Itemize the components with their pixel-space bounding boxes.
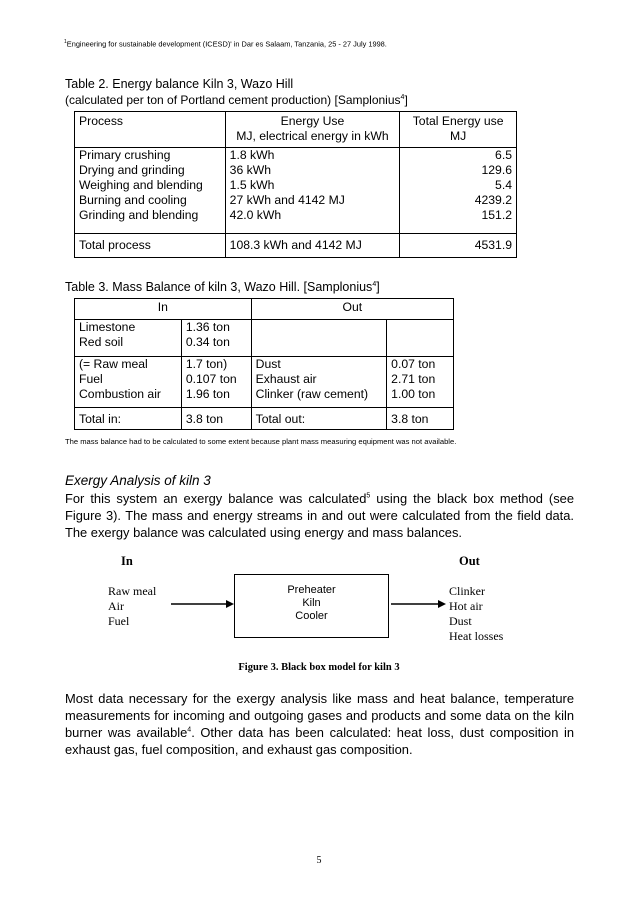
cell-energy: 42.0 kWh	[225, 208, 400, 233]
table-row	[75, 387, 454, 408]
exergy-text-a: For this system an exergy balance was calculated	[65, 491, 367, 506]
table2-subtitle-end: ]	[404, 93, 408, 107]
header-energy-use-line2: MJ, electrical energy in kWh	[236, 129, 389, 143]
header-out: Out	[251, 299, 453, 320]
cell-out-name	[251, 335, 387, 356]
cell-energy: 1.8 kWh	[225, 148, 400, 164]
diagram-outputs	[449, 584, 503, 644]
cell-total: 4239.2	[400, 193, 517, 208]
exergy-paragraph	[65, 490, 574, 541]
box-line-preheater: Preheater	[287, 584, 336, 596]
cell-out-value: 0.07 ton	[387, 356, 454, 372]
input-fuel: Fuel	[108, 614, 130, 628]
table-row	[75, 320, 454, 336]
output-clinker: Clinker	[449, 584, 485, 598]
header-text: Engineering for sustainable development (ICESD)' in Dar es Salaam, Tanzania, 25 - 27 July 1998.	[66, 39, 387, 49]
table-row	[75, 163, 517, 178]
cell-in-value: 0.34 ton	[181, 335, 251, 356]
table-row	[75, 335, 454, 356]
cell-in-name: (= Raw meal	[75, 356, 182, 372]
cell-in-value: 1.7 ton)	[181, 356, 251, 372]
cell-total-out-value: 3.8 ton	[387, 408, 454, 430]
diagram-in-label: In	[121, 554, 133, 568]
table2-title: Table 2. Energy balance Kiln 3, Wazo Hill	[65, 77, 294, 91]
table-row	[75, 208, 517, 233]
cell-in-name: Fuel	[75, 372, 182, 387]
energy-balance-table	[74, 111, 517, 258]
cell-energy: 27 kWh and 4142 MJ	[225, 193, 400, 208]
exergy-text-b: using the black box method (see Figure 3). The mass and energy streams in and out were calculated from the field data. The exergy balance was calculated using energy and mass balances.	[65, 491, 574, 540]
cell-total-in-name: Total in:	[75, 408, 182, 430]
cell-energy: 36 kWh	[225, 163, 400, 178]
cell-in-value: 1.36 ton	[181, 320, 251, 336]
input-raw-meal: Raw meal	[108, 584, 157, 598]
figure-caption: Figure 3. Black box model for kiln 3	[238, 662, 400, 673]
exergy-ref: 5	[366, 492, 371, 500]
header-energy-use	[225, 112, 400, 148]
diagram-out-label: Out	[459, 554, 480, 568]
box-line-kiln: Kiln	[302, 597, 321, 609]
table3-title-ref: 4	[372, 280, 377, 288]
cell-out-name	[251, 320, 387, 336]
data-paragraph	[65, 690, 574, 758]
table-total-row	[75, 408, 454, 430]
table2-subtitle-text: (calculated per ton of Portland cement production) [Samplonius	[65, 93, 401, 107]
cell-process: Drying and grinding	[75, 163, 226, 178]
output-arrow	[390, 598, 448, 610]
cell-out-name: Exhaust air	[251, 372, 387, 387]
data-ref: 4	[187, 726, 192, 734]
cell-process: Grinding and blending	[75, 208, 226, 233]
cell-total: 6.5	[400, 148, 517, 164]
header-superscript: 1	[64, 39, 67, 45]
table-row	[75, 372, 454, 387]
box-line-cooler: Cooler	[295, 610, 328, 622]
cell-energy: 1.5 kWh	[225, 178, 400, 193]
diagram-inputs	[108, 584, 156, 629]
cell-in-value: 0.107 ton	[181, 372, 251, 387]
cell-out-name: Dust	[251, 356, 387, 372]
cell-total: 151.2	[400, 208, 517, 233]
cell-out-value	[387, 320, 454, 336]
header-total-line1: Total Energy use	[412, 114, 504, 128]
cell-process: Burning and cooling	[75, 193, 226, 208]
cell-in-value: 1.96 ton	[181, 387, 251, 408]
cell-out-value: 1.00 ton	[387, 387, 454, 408]
header-energy-use-line1: Energy Use	[280, 114, 345, 128]
mass-balance-table	[74, 298, 454, 430]
table-header-row	[75, 299, 454, 320]
cell-total: 129.6	[400, 163, 517, 178]
table2-subtitle-ref: 4	[400, 94, 405, 101]
table-header-row	[75, 112, 517, 148]
cell-total: 5.4	[400, 178, 517, 193]
cell-total-energy: 108.3 kWh and 4142 MJ	[225, 233, 400, 257]
table-row	[75, 193, 517, 208]
input-arrow	[170, 598, 236, 610]
header-in: In	[75, 299, 252, 320]
header-total-energy	[400, 112, 517, 148]
section-heading: Exergy Analysis of kiln 3	[65, 473, 211, 488]
cell-process: Primary crushing	[75, 148, 226, 164]
cell-out-value: 2.71 ton	[387, 372, 454, 387]
cell-total-process: Total process	[75, 233, 226, 257]
cell-in-name: Combustion air	[75, 387, 182, 408]
header-total-line2: MJ	[449, 129, 467, 143]
header-process: Process	[75, 112, 226, 148]
data-text-a: Most data necessary for the exergy analysis like mass and heat balance, temperature measurements for incoming and outgoing gases and products and some data on the kiln burner was available	[65, 691, 574, 740]
table3-note: The mass balance had to be calculated to some extent because plant mass measuring equipment was not available.	[65, 437, 457, 446]
table-total-row	[75, 233, 517, 257]
cell-in-name: Limestone	[75, 320, 182, 336]
output-heat-losses: Heat losses	[449, 629, 504, 643]
output-hot-air: Hot air	[449, 599, 483, 613]
table3-title-end: ]	[376, 280, 380, 294]
cell-out-value	[387, 335, 454, 356]
table-row	[75, 178, 517, 193]
cell-process: Weighing and blending	[75, 178, 226, 193]
table-row	[75, 356, 454, 372]
cell-total-in-value: 3.8 ton	[181, 408, 251, 430]
running-header	[64, 39, 387, 48]
table2-subtitle	[65, 93, 408, 107]
page-number: 5	[316, 855, 322, 866]
table3-title	[65, 280, 380, 294]
cell-total-total: 4531.9	[400, 233, 517, 257]
table3-title-text: Table 3. Mass Balance of kiln 3, Wazo Hill. [Samplonius	[65, 280, 373, 294]
data-text-b: . Other data has been calculated: heat loss, dust composition in exhaust gas, fuel composition, and exhaust gas composition.	[65, 725, 574, 757]
output-dust: Dust	[449, 614, 472, 628]
input-air: Air	[108, 599, 124, 613]
cell-total-out-name: Total out:	[251, 408, 387, 430]
cell-out-name: Clinker (raw cement)	[251, 387, 387, 408]
table-row	[75, 148, 517, 164]
black-box	[234, 574, 389, 638]
cell-in-name: Red soil	[75, 335, 182, 356]
